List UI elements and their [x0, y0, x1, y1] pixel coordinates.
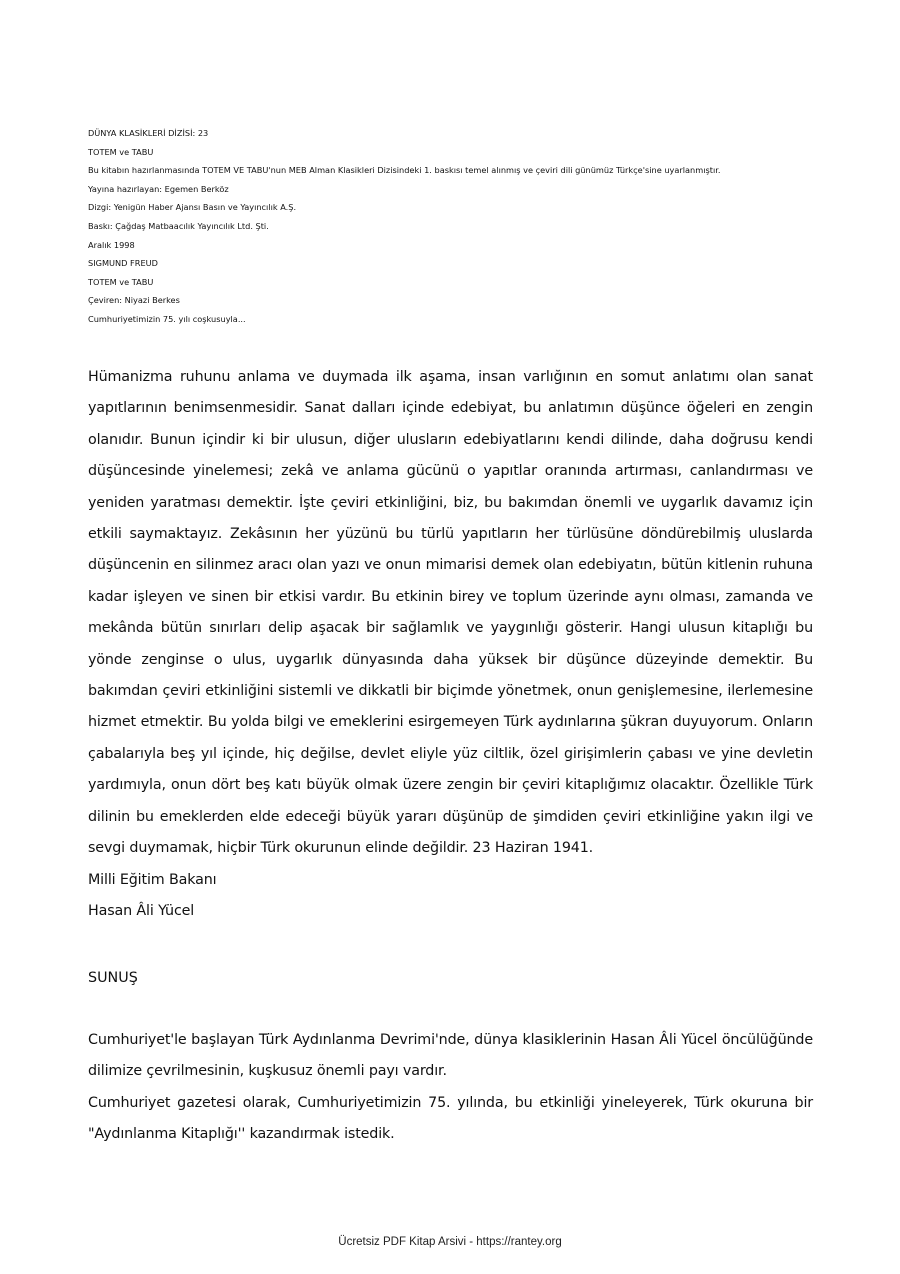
section-heading: SUNUŞ	[88, 970, 138, 986]
translator-line: Çeviren: Niyazi Berkes	[88, 295, 180, 306]
presentation-section	[88, 1025, 813, 1151]
presentation-paragraph-2: Cumhuriyet gazetesi olarak, Cumhuriyetimizin 75. yılında, bu etkinliği yineleyerek, Türk okuruna bir "Aydınlanma Kitaplığı'' kazandırmak istedik.	[88, 1094, 813, 1143]
printing-line: Baskı: Çağdaş Matbaacılık Yayıncılık Ltd. Şti.	[88, 220, 269, 231]
title-repeat-line: TOTEM ve TABU	[88, 276, 154, 287]
dedication-line: Cumhuriyetimizin 75. yılı coşkusuyla...	[88, 313, 246, 324]
edition-note-line: Bu kitabın hazırlanmasında TOTEM VE TABU'nun MEB Alman Klasikleri Dizisindeki 1. baskısı temel alınmış ve çeviri dili günümüz Türkçe'sine uyarlanmıştır.	[88, 165, 721, 176]
foreword-section	[88, 362, 813, 927]
presentation-paragraph-1: Cumhuriyet'le başlayan Türk Aydınlanma Devrimi'nde, dünya klasiklerinin Hasan Âli Yücel öncülüğünde dilimize çevrilmesinin, kuşkusuz önemli payı vardır.	[88, 1032, 813, 1080]
signature-title: Milli Eğitim Bakanı	[88, 871, 217, 888]
date-line: Aralık 1998	[88, 239, 135, 250]
editor-line: Yayına hazırlayan: Egemen Berköz	[88, 183, 229, 194]
book-title-line: TOTEM ve TABU	[88, 146, 154, 157]
series-line: DÜNYA KLASİKLERİ DİZİSİ: 23	[88, 128, 209, 138]
foreword-paragraph: Hümanizma ruhunu anlama ve duymada ilk aşama, insan varlığının en somut anlatımı olan sanat yapıtlarının benimsenmesidir. Sanat dalları içinde edebiyat, bu anlatımın düşünce öğeleri en zengin olanıdır. Bunun içindir ki bir ulusun, diğer ulusların edebiyatlarını kendi dilinde, daha doğrusu kendi düşüncesinde yinelemesi; zekâ ve anlama gücünü o yapıtlar oranında artırması, canlandırması ve yeniden yaratması demektir. İşte çeviri etkinliğini, biz, bu bakımdan önemli ve uygarlık davamız için etkili saymaktayız. Zekâsının her yüzünü bu türlü yapıtların her türlüsüne döndürebilmiş uluslarda düşüncenin en silinmez aracı olan yazı ve onun mimarisi demek olan edebiyatın, bütün kitlenin ruhuna kadar işleyen ve sinen bir etkisi vardır. Bu etkinin birey ve toplum üzerinde aynı olması, zamanda ve mekânda bütün sınırları delip aşacak bir sağlamlık ve yaygınlığı gösterir. Hangi ulusun kitaplığı bu yönde zenginse o ulus, uygarlık dünyasında daha yüksek bir düşünce düzeyinde demektir. Bu bakımdan çeviri etkinliğini sistemli ve dikkatli bir biçimde yönetmek, onun genişlemesine, ilerlemesine hizmet etmektir. Bu yolda bilgi ve emeklerini esirgemeyen Türk aydınlarına şükran duyuyorum. Onların çabalarıyla beş yıl içinde, hiç değilse, devlet eliyle yüz ciltlik, özel girişimlerin çabası ve yine devletin yardımıyla, onun dört beş katı büyük olmak üzere zengin bir çeviri kitaplığımız olacaktır. Özellikle Türk dilinin bu emeklerden elde edeceği büyük yararı düşünüp de şimdiden çeviri etkinliğine yakın ilgi ve sevgi duymamak, hiçbir Türk okurunun elinde değildir. 23 Haziran 1941.	[88, 369, 813, 857]
author-line: SIGMUND FREUD	[88, 258, 158, 269]
publication-metadata	[88, 124, 848, 329]
typesetting-line: Dizgi: Yenigün Haber Ajansı Basın ve Yayıncılık A.Ş.	[88, 202, 297, 213]
page-footer: Ücretsiz PDF Kitap Arsivi - https://rantey.org	[338, 1236, 562, 1248]
signature-name: Hasan Âli Yücel	[88, 902, 195, 919]
